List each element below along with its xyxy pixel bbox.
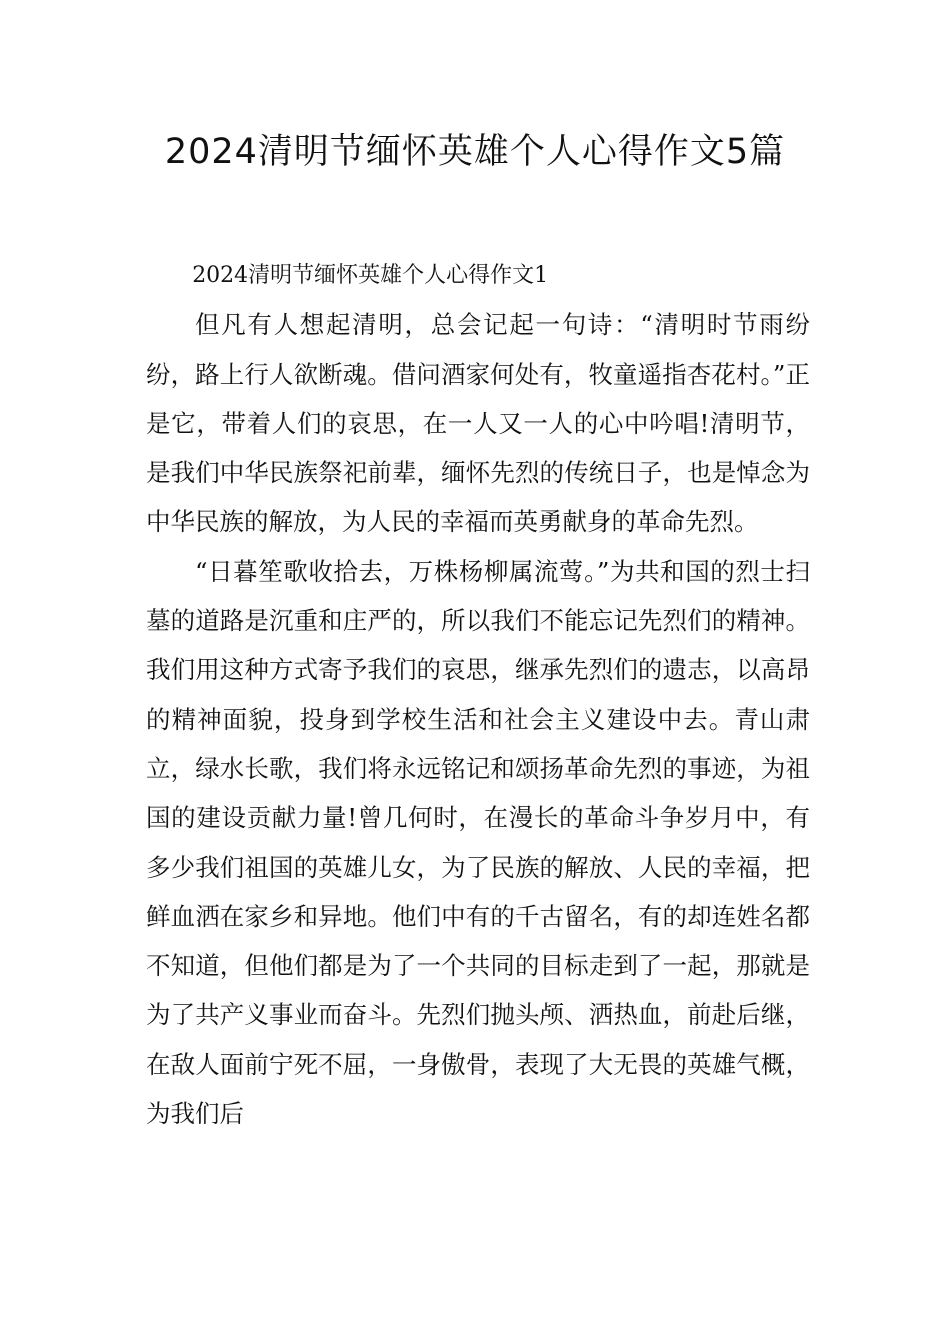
document-body [146,251,810,1138]
paragraph-1: 但凡有人想起清明，总会记起一句诗：“清明时节雨纷纷，路上行人欲断魂。借问酒家何处有，牧童遥指杏花村。”正是它，带着人们的哀思，在一人又一人的心中吟唱!清明节，是我们中华民族祭祀前辈，缅怀先烈的传统日子，也是悼念为中华民族的解放，为人民的幸福而英勇献身的革命先烈。 [146,310,810,537]
paragraph-2: “日暮笙歌收拾去，万株杨柳属流莺。”为共和国的烈士扫墓的道路是沉重和庄严的，所以我们不能忘记先烈们的精神。我们用这种方式寄予我们的哀思，继承先烈们的遗志，以高昂的精神面貌，投身到学校生活和社会主义建设中去。青山肃立，绿水长歌，我们将永远铭记和颂扬革命先烈的事迹，为祖国的建设贡献力量!曾几何时，在漫长的革命斗争岁月中，有多少我们祖国的英雄儿女，为了民族的解放、人民的幸福，把鲜血洒在家乡和异地。他们中有的千古留名，有的却连姓名都不知道，但他们都是为了一个共同的目标走到了一起，那就是为了共产义事业而奋斗。先烈们抛头颅、洒热血，前赴后继，在敌人面前宁死不屈，一身傲骨，表现了大无畏的英雄气概，为我们后 [146,556,810,1129]
document-title: 2024清明节缅怀英雄个人心得作文5篇 [164,132,786,172]
essay-subheading: 2024清明节缅怀英雄个人心得作文1 [192,263,549,288]
